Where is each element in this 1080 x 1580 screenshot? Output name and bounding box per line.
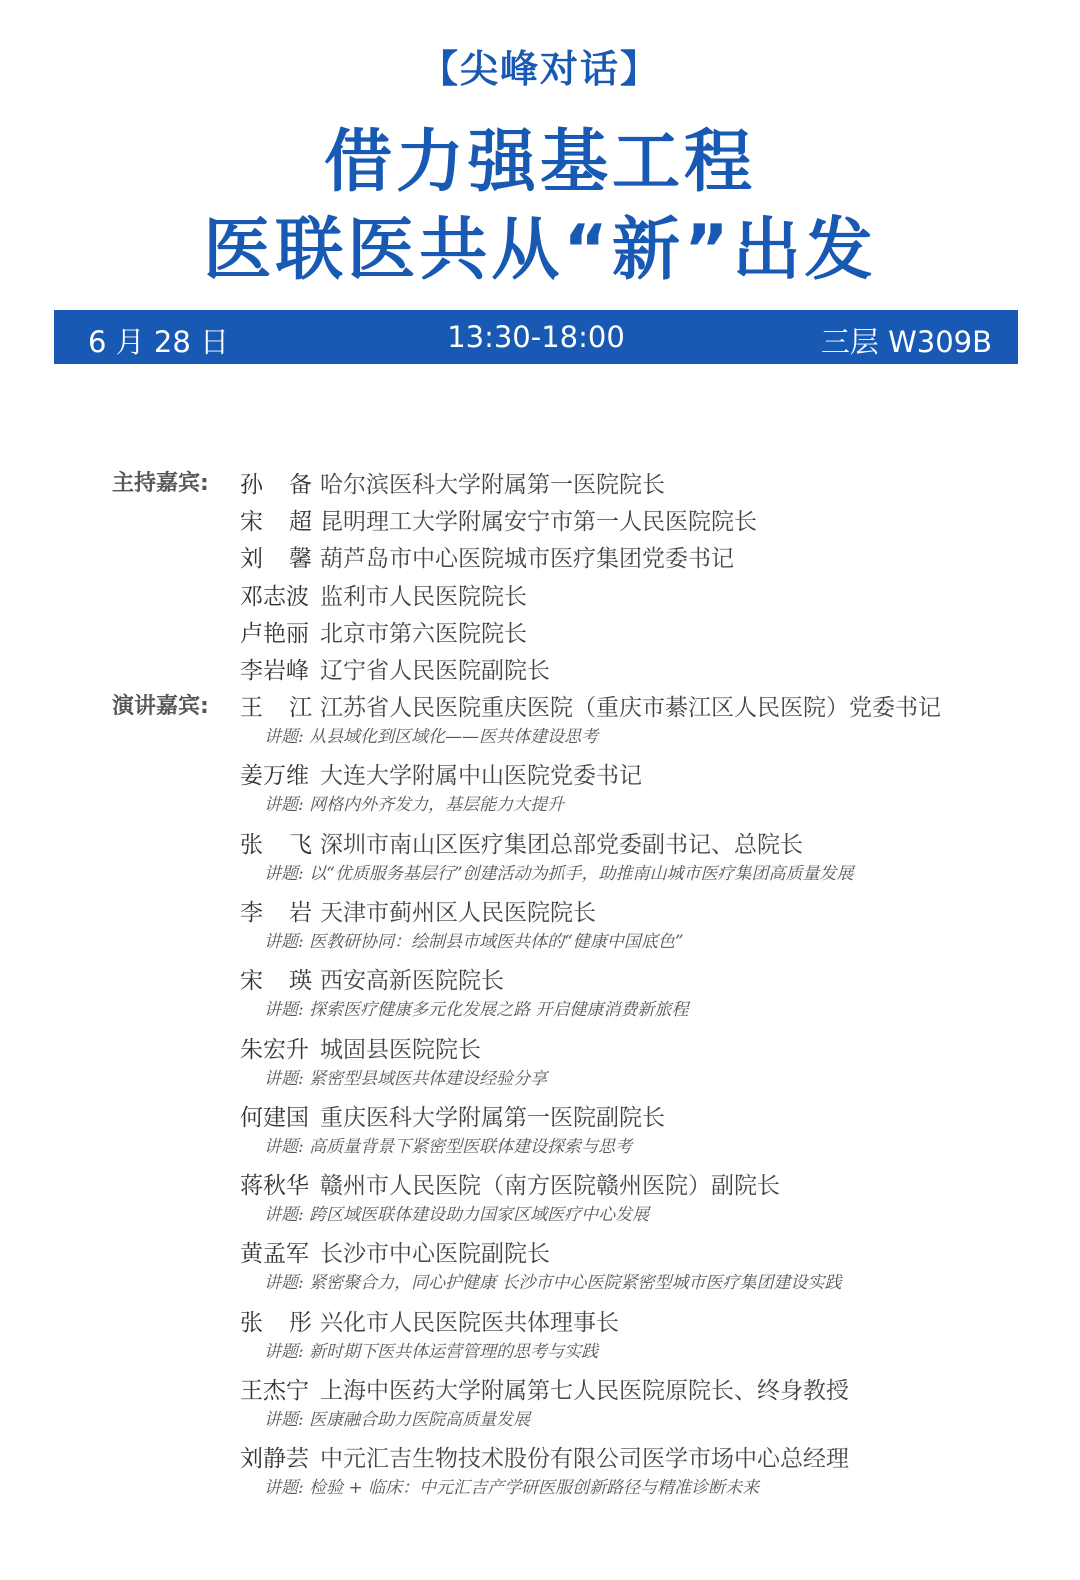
guest-title: 中元汇吉生物技术股份有限公司医学市场中心总经理 bbox=[320, 1446, 849, 1473]
guest-name: 蒋秋华 bbox=[240, 1173, 309, 1200]
speech-topic: 讲题: 医教研协同：绘制县市域医共体的“健康中国底色” bbox=[264, 931, 684, 952]
guest-name: 张 飞 bbox=[240, 831, 312, 858]
guest-title: 监利市人民医院院长 bbox=[320, 583, 527, 610]
session-room: 三层 W309B bbox=[820, 325, 992, 359]
guest-name: 宋 瑛 bbox=[240, 968, 312, 995]
guest-name: 黄孟军 bbox=[240, 1241, 309, 1268]
guest-title: 哈尔滨医科大学附属第一医院院长 bbox=[320, 472, 665, 498]
guest-name: 李 岩 bbox=[240, 899, 312, 926]
guest-title: 赣州市人民医院（南方医院赣州医院）副院长 bbox=[320, 1173, 780, 1200]
guest-title: 昆明理工大学附属安宁市第一人民医院院长 bbox=[320, 509, 757, 536]
speech-topic: 讲题: 医康融合助力医院高质量发展 bbox=[264, 1410, 531, 1430]
speech-topic: 讲题: 高质量背景下紧密型医联体建设探索与思考 bbox=[264, 1136, 633, 1157]
page-title-line1: 借力强基工程 bbox=[323, 123, 756, 202]
guest-title: 兴化市人民医院医共体理事长 bbox=[320, 1309, 619, 1336]
guest-name: 卢艳丽 bbox=[240, 620, 309, 647]
guest-title: 城固县医院院长 bbox=[320, 1036, 481, 1063]
guest-title: 长沙市中心医院副院长 bbox=[320, 1241, 550, 1268]
guest-title: 江苏省人民医院重庆医院（重庆市綦江区人民医院）党委书记 bbox=[320, 695, 941, 721]
speech-topic: 讲题: 新时期下医共体运营管理的思考与实践 bbox=[264, 1341, 599, 1362]
info-bar bbox=[54, 310, 1018, 364]
speech-topic: 讲题: 以“优质服务基层行”创建活动为抓手，助推南山城市医疗集团高质量发展 bbox=[264, 863, 854, 884]
speech-topic: 讲题: 探索医疗健康多元化发展之路 开启健康消费新旅程 bbox=[264, 1000, 689, 1021]
speech-topic: 讲题: 检验 + 临床：中元汇吉产学研医服创新路径与精准诊断未来 bbox=[264, 1478, 760, 1499]
guest-name: 李岩峰 bbox=[240, 658, 309, 684]
guest-name: 刘 馨 bbox=[240, 546, 312, 573]
speech-topic: 讲题: 紧密聚合力，同心护健康 长沙市中心医院紧密型城市医疗集团建设实践 bbox=[264, 1273, 842, 1294]
guest-title: 大连大学附属中山医院党委书记 bbox=[320, 763, 642, 790]
session-time: 13:30-18:00 bbox=[447, 320, 625, 354]
guest-title: 葫芦岛市中心医院城市医疗集团党委书记 bbox=[320, 546, 734, 573]
speaker-role-label: 演讲嘉宾: bbox=[112, 694, 209, 719]
guest-name: 孙 备 bbox=[240, 472, 312, 498]
guest-title: 深圳市南山区医疗集团总部党委副书记、总院长 bbox=[320, 831, 803, 858]
guest-name: 朱宏升 bbox=[240, 1036, 309, 1063]
guest-name: 王杰宁 bbox=[240, 1378, 309, 1404]
host-role-label: 主持嘉宾: bbox=[112, 471, 209, 496]
guest-name: 宋 超 bbox=[240, 509, 312, 536]
guest-title: 天津市蓟州区人民医院院长 bbox=[320, 899, 596, 926]
guest-name: 刘静芸 bbox=[240, 1446, 309, 1473]
speech-topic: 讲题: 跨区域医联体建设助力国家区域医疗中心发展 bbox=[264, 1205, 650, 1226]
guest-name: 张 彤 bbox=[240, 1309, 312, 1336]
guest-title: 辽宁省人民医院副院长 bbox=[320, 658, 550, 684]
section-tag: 【尖峰对话】 bbox=[419, 47, 660, 91]
guest-name: 王 江 bbox=[240, 695, 312, 721]
speech-topic: 讲题: 网格内外齐发力，基层能力大提升 bbox=[264, 795, 565, 816]
speech-topic: 讲题: 紧密型县域医共体建设经验分享 bbox=[264, 1068, 548, 1089]
guest-name: 姜万维 bbox=[240, 763, 309, 790]
session-date: 6 月 28 日 bbox=[88, 325, 230, 359]
guest-title: 重庆医科大学附属第一医院副院长 bbox=[320, 1104, 665, 1131]
page-title-line2: 医联医共从“新”出发 bbox=[203, 211, 877, 290]
speech-topic: 讲题: 从县域化到区域化——医共体建设思考 bbox=[264, 727, 599, 747]
guest-title: 北京市第六医院院长 bbox=[320, 620, 527, 647]
guest-title: 西安高新医院院长 bbox=[320, 968, 504, 995]
guest-name: 何建国 bbox=[240, 1104, 309, 1131]
guest-title: 上海中医药大学附属第七人民医院原院长、终身教授 bbox=[320, 1378, 849, 1404]
guest-name: 邓志波 bbox=[240, 583, 309, 610]
